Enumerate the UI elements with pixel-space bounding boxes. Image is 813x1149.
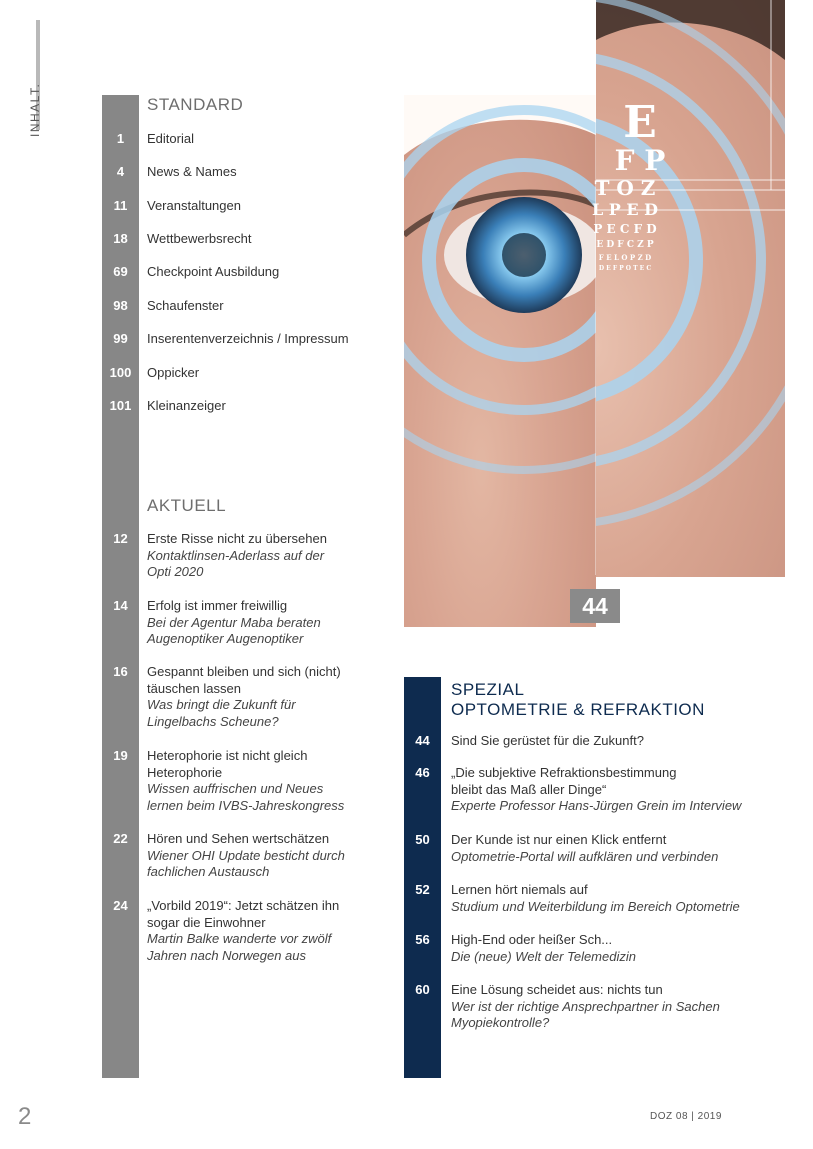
entry-subtitle: Bei der Agentur Maba beraten Augenoptiker Augenoptiker: [147, 614, 321, 646]
entry-text: [451, 882, 771, 915]
page-number: 44: [415, 733, 430, 748]
page-number: 14: [113, 598, 128, 613]
entry-title: Eine Lösung scheidet aus: nichts tun: [451, 982, 663, 997]
entry-text: [451, 932, 771, 965]
entry-text: [451, 982, 721, 1032]
entry-subtitle: Studium und Weiterbildung im Bereich Optometrie: [451, 898, 740, 914]
entry-title: Schaufenster: [147, 298, 224, 313]
entry-title: Erfolg ist immer freiwillig: [147, 598, 288, 613]
eye-chart-row: E D F C Z P: [596, 240, 654, 250]
section-title-spezial: [451, 680, 705, 720]
page-number: 60: [415, 982, 430, 997]
page-number: 22: [113, 831, 128, 846]
eye-chart-row: F E L O P Z D: [598, 253, 652, 262]
entry-subtitle: Wiener OHI Update besticht durch fachlichen Austausch: [147, 847, 345, 879]
page-number: 24: [113, 898, 128, 913]
page-number: 99: [113, 331, 128, 346]
page-number: 12: [113, 531, 128, 546]
eye-chart-row: L P E D: [591, 200, 659, 219]
eye-photo-upper-graphic: [596, 0, 785, 577]
entry-title: „Die subjektive Refraktionsbestimmung bleibt das Maß aller Dinge“: [451, 765, 677, 797]
image-page-badge: 44: [570, 589, 620, 623]
entry-text: [451, 832, 771, 865]
entry-title: Gespannt bleiben und sich (nicht) täuschen lassen: [147, 664, 341, 696]
page-number: 56: [415, 932, 430, 947]
page-number-footer: 2: [18, 1103, 32, 1130]
page-number: 11: [113, 198, 128, 213]
section-title-line: SPEZIAL: [451, 680, 525, 699]
entry-title: Erste Risse nicht zu übersehen: [147, 531, 327, 546]
entry-text: [451, 733, 771, 750]
entry-title: Oppicker: [147, 365, 200, 380]
page-number: 50: [415, 832, 430, 847]
page-number: 100: [109, 365, 132, 380]
page-number: 52: [415, 882, 430, 897]
page-number: 16: [113, 664, 128, 679]
section-title-line: OPTOMETRIE & REFRAKTION: [451, 700, 705, 719]
page-number: 1: [116, 131, 125, 146]
entry-title: Veranstaltungen: [147, 198, 241, 213]
entry-subtitle: Optometrie-Portal will aufklären und verbinden: [451, 848, 719, 864]
entry-title: News & Names: [147, 164, 237, 179]
eye-chart-row: T O Z: [594, 176, 656, 200]
entry-subtitle: Kontaktlinsen-Aderlass auf der Opti 2020: [147, 547, 325, 579]
entry-title: Sind Sie gerüstet für die Zukunft?: [451, 733, 644, 748]
entry-title: „Vorbild 2019“: Jetzt schätzen ihn sogar die Einwohner: [147, 898, 340, 930]
entry-text: [147, 531, 347, 581]
eye-photo-upper: [596, 0, 785, 577]
entry-title: Lernen hört niemals auf: [451, 882, 588, 897]
entry-text: [147, 748, 347, 814]
eye-chart-row: E: [623, 97, 657, 148]
entry-subtitle: Die (neue) Welt der Telemedizin: [451, 948, 636, 964]
entry-subtitle: Martin Balke wanderte vor zwölf Jahren nach Norwegen aus: [147, 931, 332, 963]
section-title-standard: STANDARD: [147, 95, 244, 114]
eye-chart: [590, 97, 690, 274]
eye-chart-row: P E C F D: [593, 222, 657, 236]
entry-text: [147, 898, 347, 964]
entry-subtitle: Experte Professor Hans-Jürgen Grein im Interview: [451, 798, 742, 813]
entry-title: Checkpoint Ausbildung: [147, 264, 280, 279]
page-number: 18: [113, 231, 128, 246]
page-number: 19: [113, 748, 128, 763]
entry-subtitle: Wissen auffrischen und Neues lernen beim IVBS-Jahreskongress: [147, 781, 345, 813]
page-number: 4: [116, 164, 125, 179]
page-number: 69: [113, 264, 128, 279]
section-title-aktuell: AKTUELL: [147, 496, 227, 515]
entry-text: [147, 598, 332, 648]
entry-text: [147, 831, 352, 881]
eye-chart-row: F P: [614, 144, 666, 177]
side-section-tab: [22, 20, 42, 137]
page-number: 46: [415, 765, 430, 780]
entry-subtitle: Was bringt die Zukunft für Lingelbachs Scheune?: [147, 697, 296, 729]
entry-title: Hören und Sehen wertschätzen: [147, 831, 330, 846]
entry-title: Kleinanzeiger: [147, 398, 226, 413]
entry-title: Inserentenverzeichnis / Impressum: [147, 331, 349, 346]
page-number: 98: [113, 298, 128, 313]
eye-chart-row: D E F P O T E C: [598, 265, 652, 272]
entry-title: Heterophorie ist nicht gleich Heterophorie: [147, 748, 308, 780]
entry-text: [147, 664, 347, 730]
entry-text: [451, 765, 742, 815]
entry-subtitle: Wer ist der richtige Ansprechpartner in Sachen Myopiekontrolle?: [451, 998, 720, 1030]
page-number: 101: [109, 398, 132, 413]
entry-title: Der Kunde ist nur einen Klick entfernt: [451, 832, 667, 847]
eye-photo: [404, 95, 596, 627]
issue-label: DOZ 08 | 2019: [650, 1111, 722, 1122]
entry-title: High-End oder heißer Sch...: [451, 932, 613, 947]
side-label: INHALT.: [28, 82, 42, 137]
eye-photo-graphic: [404, 95, 596, 627]
entry-title: Editorial: [147, 131, 194, 146]
entry-title: Wettbewerbsrecht: [147, 231, 252, 246]
